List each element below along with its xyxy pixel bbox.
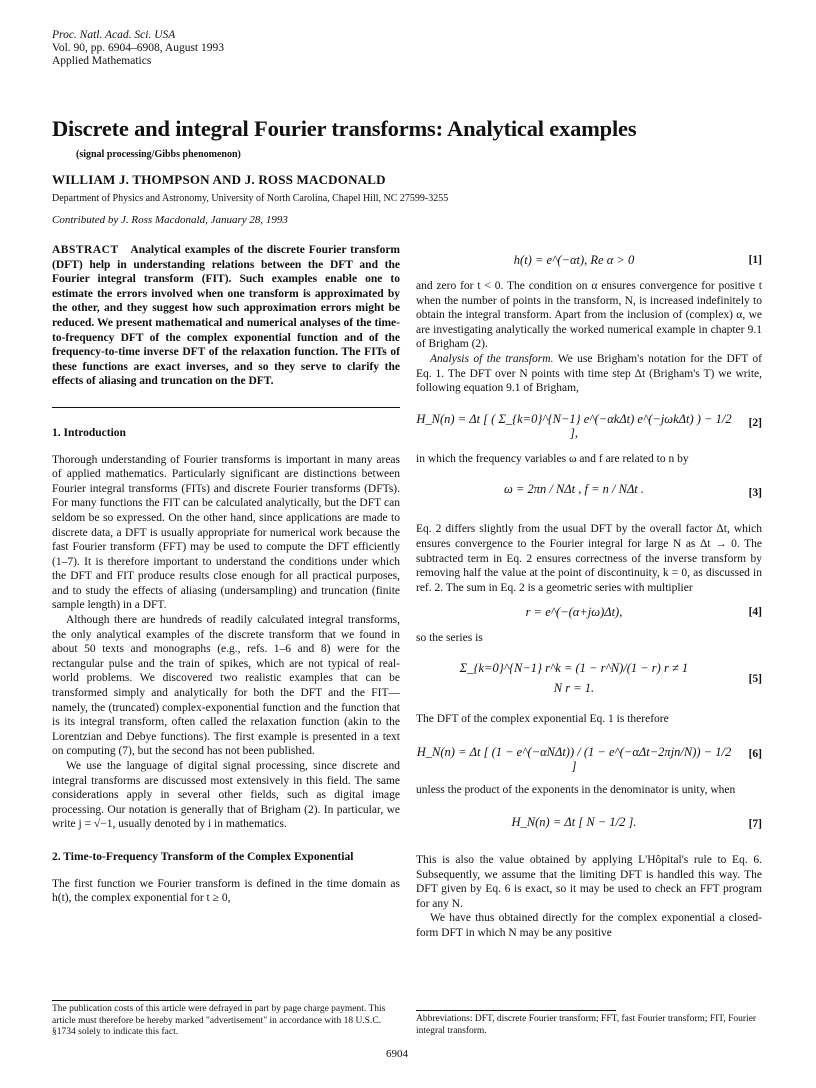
equation-4-body: r = e^(−(α+jω)Δt), <box>525 605 623 620</box>
right-paragraph-2-lead: Analysis of the transform. <box>430 352 554 365</box>
equation-2 <box>416 402 762 446</box>
equation-6 <box>416 733 762 777</box>
right-column <box>416 243 762 941</box>
equation-7-body: H_N(n) = Δt [ N − 1/2 ]. <box>511 815 637 830</box>
abstract-label: ABSTRACT <box>52 244 119 256</box>
footnote-rule-right <box>416 1010 616 1011</box>
footnote-rule-left <box>52 1000 252 1001</box>
right-paragraph-3: in which the frequency variables ω and f are related to n by <box>416 452 689 465</box>
equation-2-body: H_N(n) = Δt [ ( Σ_{k=0}^{N−1} e^(−αkΔt) e^(−jωkΔt) ) − 1/2 ], <box>416 411 732 441</box>
left-column <box>52 243 400 906</box>
journal-section: Applied Mathematics <box>52 55 152 67</box>
intro-paragraph-2: Although there are hundreds of readily calculated integral transforms, the only analytical examples of the discrete transform that we found in about 50 texts and monographs (e.g., refs. 1–6 and 8) were for the rectangular pulse and the train of spikes, which are not typical of real-world problems. We discovered two realistic examples that can be transformed simply and analytically for both the DFT and the FIT—namely, the (truncated) complex-exponential function and the function that is its integral transform, often called the relaxation function (akin to the Lorentzian and Debye functions). The first example is presented in a text on computing (7), but the second has not been published. <box>52 614 400 758</box>
right-paragraph-9: We have thus obtained directly for the complex exponential a closed-form DFT in which N may be any positive <box>416 912 762 940</box>
equation-1-body: h(t) = e^(−αt), Re α > 0 <box>513 253 635 267</box>
right-paragraph-2-text: We use Brigham's notation for the DFT of Eq. 1. The DFT over N points with time step Δt (Brigham's T) we write, following equation 9.1 of Brigham, <box>416 352 763 395</box>
equation-3-body: ω = 2πn / NΔt , f = n / NΔt . <box>503 482 645 497</box>
abstract-divider <box>52 407 400 408</box>
section-heading-introduction: 1. Introduction <box>52 426 126 439</box>
equation-1-number: [1] <box>748 254 762 266</box>
affiliation: Department of Physics and Astronomy, University of North Carolina, Chapel Hill, NC 27599-3255 <box>52 193 449 204</box>
equation-5-body <box>416 658 732 698</box>
contributed-by: Contributed by J. Ross Macdonald, January 28, 1993 <box>52 214 288 226</box>
journal-header <box>52 29 224 68</box>
paper-title: Discrete and integral Fourier transforms: Analytical examples <box>52 116 637 141</box>
equation-5-line-1: Σ_{k=0}^{N−1} r^k = (1 − r^N)/(1 − r) r ≠ 1 <box>459 660 689 675</box>
right-paragraph-6: The DFT of the complex exponential Eq. 1 is therefore <box>416 712 669 725</box>
equation-7-number: [7] <box>748 818 762 831</box>
equation-7 <box>416 803 762 847</box>
footnote-right: Abbreviations: DFT, discrete Fourier transform; FFT, fast Fourier transform; FIT, Fourier integral transform. <box>416 1014 757 1036</box>
keywords: (signal processing/Gibbs phenomenon) <box>76 149 241 160</box>
equation-4 <box>416 601 762 625</box>
intro-paragraph-3: We use the language of digital signal processing, since discrete and integral transforms are discussed most extensively in this field. The same considerations apply in several other fields, such as digital image processing. Our notation is generally that of Brigham (2). In particular, we write j = √−1, usually denoted by i in mathematics. <box>52 760 400 831</box>
equation-2-number: [2] <box>748 416 762 429</box>
journal-name: Proc. Natl. Acad. Sci. USA <box>52 29 176 41</box>
page-number: 6904 <box>386 1048 408 1060</box>
abstract <box>52 243 400 389</box>
equation-1 <box>416 249 762 273</box>
footnote-left: The publication costs of this article were defrayed in part by page charge payment. This article must therefore be hereby marked "advertisement" in accordance with 18 U.S.C. §1734 solely to indicate this fact. <box>52 1004 386 1037</box>
section2-paragraph-1: The first function we Fourier transform is defined in the time domain as h(t), the complex exponential for t ≥ 0, <box>52 877 400 905</box>
right-paragraph-4: Eq. 2 differs slightly from the usual DFT by the overall factor Δt, which ensures convergence to the Fourier integral for large N as Δt → 0. The subtracted term in Eq. 2 ensures correctness of the inverse transform by removing half the value at the point of discontinuity, k = 0, as discussed in ref. 2. The sum in Eq. 2 is a geometric series with multiplier <box>416 523 762 594</box>
abstract-text: Analytical examples of the discrete Fourier transform (DFT) help in understanding relations between the DFT and the Fourier integral transform (FIT). Such examples enable one to estimate the errors involved when one transform is approximated by the other, and they suggest how such approximation errors might be reduced. We present mathematical and numerical analyses of the time-to-frequency DFT of the complex exponential function and of the frequency-to-time inverse DFT of the relaxation function. The FITs of these functions are exact inverses, and so they serve to clarify the effects of aliasing and truncation on the DFT. <box>52 244 400 388</box>
right-paragraph-1: and zero for t < 0. The condition on α ensures convergence for positive t when the number of points in the transform, N, is increased indefinitely to obtain the integral transform. Apart from the inclusion of (complex) α, we are investigating analytically the worked numerical example in chapter 9.1 of Brigham (2). <box>416 280 762 351</box>
equation-6-number: [6] <box>748 747 762 760</box>
right-paragraph-5: so the series is <box>416 632 483 645</box>
authors: WILLIAM J. THOMPSON AND J. ROSS MACDONALD <box>52 172 386 187</box>
equation-4-number: [4] <box>748 606 762 619</box>
right-paragraph-7: unless the product of the exponents in the denominator is unity, when <box>416 783 736 796</box>
right-paragraph-8: This is also the value obtained by applying L'Hôpital's rule to Eq. 6. Subsequently, we assume that the limiting DFT is handled this way. The DFT given by Eq. 6 is exact, so it may be used to check an FFT program for any N. <box>416 854 762 910</box>
equation-5 <box>416 652 762 706</box>
journal-volume: Vol. 90, pp. 6904–6908, August 1993 <box>52 42 224 54</box>
equation-6-body: H_N(n) = Δt [ (1 − e^(−αNΔt)) / (1 − e^(−αΔt−2πjn/N)) − 1/2 ] <box>416 744 732 774</box>
right-paragraph-2 <box>416 352 762 396</box>
section-heading-2: 2. Time-to-Frequency Transform of the Complex Exponential <box>52 850 354 863</box>
equation-5-line-2: N r = 1. <box>553 680 595 695</box>
equation-3-number: [3] <box>748 487 762 500</box>
intro-paragraph-1: Thorough understanding of Fourier transforms is important in many areas of applied mathematics. Particularly significant are distinctions between Fourier integral transforms (FITs) and discrete Fourier transforms (DFTs). For many functions the FIT can be calculated analytically, but the DFT can seldom be so expressed. On the other hand, since applications are made to discrete data, a DFT is usually appropriate for numerical work because the fast Fourier transform (FFT) may be used to compute the DFT efficiently (1–7). It is therefore important to understand the conditions under which the DFT and FIT produce results close enough for all practical purposes, and to study the effects of aliasing (undersampling) and truncation (finite sample length) in a DFT. <box>52 453 400 612</box>
equation-3 <box>416 472 762 516</box>
equation-5-number: [5] <box>748 672 762 685</box>
